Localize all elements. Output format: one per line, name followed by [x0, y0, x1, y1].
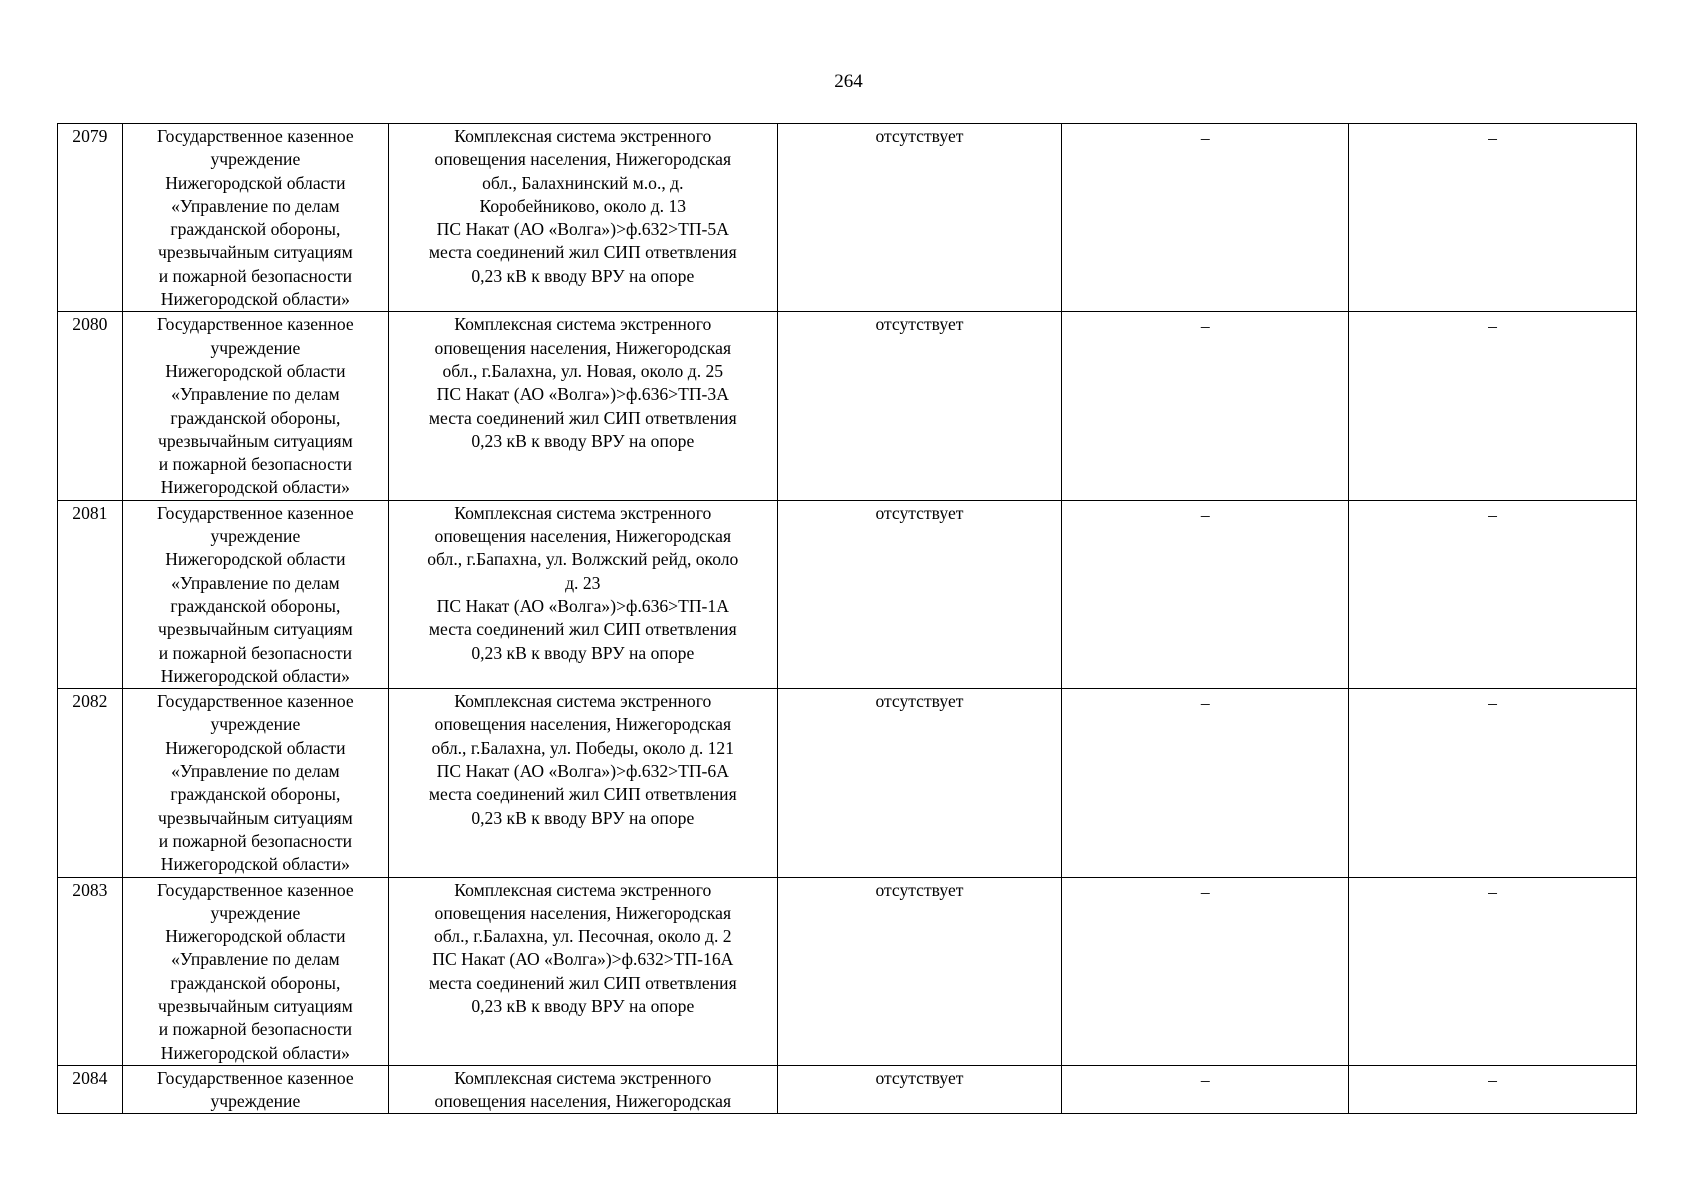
owner-line: и пожарной безопасности — [158, 454, 353, 475]
table-row — [58, 689, 1637, 877]
owner-line: Государственное казенное — [157, 502, 354, 523]
page-number: 264 — [834, 71, 863, 92]
dash-mark: – — [1488, 504, 1497, 525]
owner-line: и пожарной безопасности — [158, 1019, 353, 1040]
empty-value-cell — [1062, 124, 1349, 312]
owner-line: Нижегородской области — [165, 549, 346, 570]
owner-line: чрезвычайным ситуациям — [158, 995, 353, 1016]
object-line: места соединений жил СИП ответвления — [428, 784, 737, 805]
object-line: ПС Накат (АО «Волга»)>ф.632>ТП-6А — [436, 761, 729, 782]
object-cell — [389, 1065, 778, 1114]
empty-value-cell — [1349, 500, 1637, 688]
object-line: оповещения населения, Нижегородская — [434, 1091, 732, 1112]
empty-value-cell — [1349, 124, 1637, 312]
owner-line: Нижегородской области — [165, 926, 346, 947]
object-line: места соединений жил СИП ответвления — [428, 972, 737, 993]
dash-mark: – — [1488, 693, 1497, 714]
owner-line: и пожарной безопасности — [158, 642, 353, 663]
owner-line: гражданской обороны, — [170, 407, 341, 428]
empty-value-cell — [1349, 877, 1637, 1065]
object-line: оповещения населения, Нижегородская — [434, 714, 732, 735]
object-line: обл., г.Бапахна, ул. Волжский рейд, около — [427, 549, 739, 570]
dash-mark: – — [1488, 1069, 1497, 1090]
owner-line: учреждение — [210, 149, 301, 170]
empty-value-cell — [1349, 1065, 1637, 1114]
owner-cell — [122, 1065, 388, 1114]
object-line: Комплексная система экстренного — [454, 1067, 712, 1088]
owner-line: гражданской обороны, — [170, 972, 341, 993]
owner-cell — [122, 877, 388, 1065]
object-line: 0,23 кВ к вводу ВРУ на опоре — [471, 265, 695, 286]
owner-line: «Управление по делам — [171, 949, 340, 970]
owner-line: Государственное казенное — [157, 314, 354, 335]
dash-mark: – — [1488, 881, 1497, 902]
owner-line: «Управление по делам — [171, 384, 340, 405]
dash-mark: – — [1200, 316, 1210, 337]
object-line: оповещения населения, Нижегородская — [434, 149, 732, 170]
owner-line: учреждение — [210, 526, 301, 547]
object-line: Комплексная система экстренного — [454, 879, 712, 900]
owner-line: учреждение — [210, 714, 301, 735]
owner-line: Нижегородской области — [165, 737, 346, 758]
object-cell — [389, 312, 778, 500]
status-cell: отсутствует — [777, 1065, 1062, 1114]
object-line: 0,23 кВ к вводу ВРУ на опоре — [471, 642, 695, 663]
owner-line: Государственное казенное — [157, 126, 354, 146]
table-row — [58, 877, 1637, 1065]
object-line: Комплексная система экстренного — [454, 691, 712, 712]
object-line: д. 23 — [565, 572, 601, 593]
object-line: места соединений жил СИП ответвления — [428, 242, 737, 263]
owner-line: Нижегородской области» — [160, 665, 350, 686]
owner-line: Государственное казенное — [157, 691, 354, 712]
object-line: 0,23 кВ к вводу ВРУ на опоре — [471, 995, 695, 1016]
object-cell — [389, 877, 778, 1065]
object-line: обл., г.Балахна, ул. Новая, около д. 25 — [442, 360, 724, 381]
empty-value-cell — [1062, 877, 1349, 1065]
object-line: места соединений жил СИП ответвления — [428, 619, 737, 640]
owner-cell — [122, 312, 388, 500]
dash-mark: – — [1200, 504, 1210, 525]
dash-mark: – — [1200, 1069, 1210, 1090]
object-line: оповещения населения, Нижегородская — [434, 526, 732, 547]
dash-mark: – — [1488, 128, 1497, 148]
owner-line: и пожарной безопасности — [158, 265, 353, 286]
owner-line: чрезвычайным ситуациям — [158, 242, 353, 263]
row-number-cell: 2082 — [58, 689, 123, 877]
table-row — [58, 1065, 1637, 1114]
owner-line: и пожарной безопасности — [158, 830, 353, 851]
empty-value-cell — [1062, 1065, 1349, 1114]
owner-line: гражданской обороны, — [170, 595, 341, 616]
owner-line: «Управление по делам — [171, 195, 340, 216]
table-row — [58, 500, 1637, 688]
owner-line: Государственное казенное — [157, 879, 354, 900]
object-line: ПС Накат (АО «Волга»)>ф.632>ТП-5А — [436, 219, 729, 240]
owner-line: «Управление по делам — [171, 761, 340, 782]
object-line: Комплексная система экстренного — [454, 126, 712, 146]
dash-mark: – — [1200, 881, 1210, 902]
empty-value-cell — [1062, 500, 1349, 688]
owner-line: чрезвычайным ситуациям — [158, 619, 353, 640]
owner-line: учреждение — [210, 1091, 301, 1112]
owner-line: Нижегородской области» — [160, 854, 350, 875]
owner-line: Нижегородской области — [165, 360, 346, 381]
table-row — [58, 312, 1637, 500]
dash-mark: – — [1488, 316, 1497, 337]
owner-line: Нижегородской области — [165, 172, 346, 193]
object-line: Комплексная система экстренного — [454, 502, 712, 523]
status-cell: отсутствует — [777, 689, 1062, 877]
row-number-cell: 2079 — [58, 124, 123, 312]
empty-value-cell — [1062, 689, 1349, 877]
owner-line: «Управление по делам — [171, 572, 340, 593]
owner-line: Государственное казенное — [157, 1067, 354, 1088]
owner-cell — [122, 500, 388, 688]
object-cell — [389, 124, 778, 312]
dash-mark: – — [1200, 128, 1210, 148]
owner-line: учреждение — [210, 337, 301, 358]
owner-line: Нижегородской области» — [160, 1042, 350, 1063]
object-line: Комплексная система экстренного — [454, 314, 712, 335]
row-number-cell: 2083 — [58, 877, 123, 1065]
status-cell: отсутствует — [777, 124, 1062, 312]
object-line: ПС Накат (АО «Волга»)>ф.636>ТП-1А — [436, 595, 729, 616]
object-line: места соединений жил СИП ответвления — [428, 407, 737, 428]
dash-mark: – — [1200, 693, 1210, 714]
empty-value-cell — [1062, 312, 1349, 500]
owner-cell — [122, 689, 388, 877]
status-cell: отсутствует — [777, 500, 1062, 688]
object-line: обл., г.Балахна, ул. Победы, около д. 121 — [431, 737, 735, 758]
object-line: оповещения населения, Нижегородская — [434, 902, 732, 923]
owner-cell — [122, 124, 388, 312]
owner-line: чрезвычайным ситуациям — [158, 430, 353, 451]
registry-table — [57, 123, 1637, 1114]
owner-line: гражданской обороны, — [170, 784, 341, 805]
owner-line: чрезвычайным ситуациям — [158, 807, 353, 828]
owner-line: гражданской обороны, — [170, 219, 341, 240]
empty-value-cell — [1349, 689, 1637, 877]
table-row — [58, 124, 1637, 312]
empty-value-cell — [1349, 312, 1637, 500]
object-line: оповещения населения, Нижегородская — [434, 337, 732, 358]
status-cell: отсутствует — [777, 877, 1062, 1065]
row-number-cell: 2084 — [58, 1065, 123, 1114]
object-line: ПС Накат (АО «Волга»)>ф.636>ТП-3А — [436, 384, 729, 405]
object-line: 0,23 кВ к вводу ВРУ на опоре — [471, 430, 695, 451]
row-number-cell: 2081 — [58, 500, 123, 688]
owner-line: Нижегородской области» — [160, 477, 350, 498]
row-number-cell: 2080 — [58, 312, 123, 500]
object-line: обл., г.Балахна, ул. Песочная, около д. 2 — [433, 926, 732, 947]
object-line: Коробейниково, около д. 13 — [479, 195, 687, 216]
status-cell: отсутствует — [777, 312, 1062, 500]
owner-line: Нижегородской области» — [160, 289, 350, 310]
object-cell — [389, 689, 778, 877]
owner-line: учреждение — [210, 902, 301, 923]
object-line: 0,23 кВ к вводу ВРУ на опоре — [471, 807, 695, 828]
object-cell — [389, 500, 778, 688]
object-line: ПС Накат (АО «Волга»)>ф.632>ТП-16А — [432, 949, 734, 970]
object-line: обл., Балахнинский м.о., д. — [482, 172, 684, 193]
